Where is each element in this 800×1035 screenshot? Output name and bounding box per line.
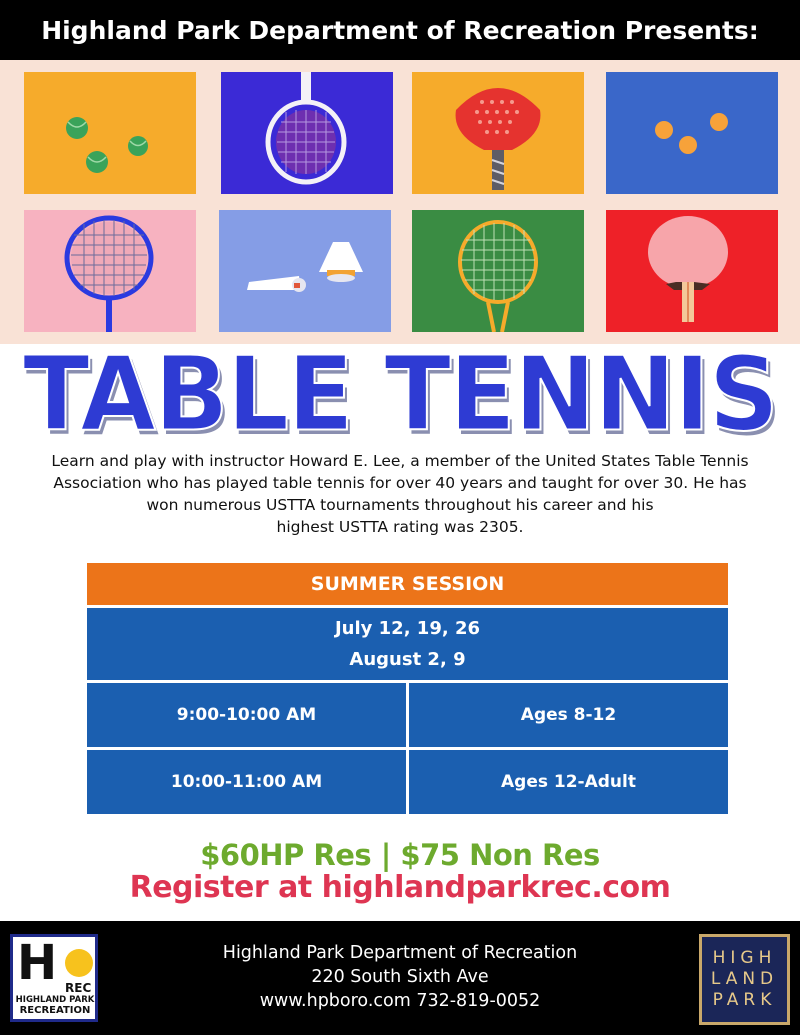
schedule-row xyxy=(87,683,728,747)
shuttlecocks-tile xyxy=(219,210,391,332)
footer-contact xyxy=(150,941,650,1013)
padel-racket-icon xyxy=(412,72,584,194)
tennis-racket-green-icon xyxy=(412,210,584,332)
description-line: won numerous USTTA tournaments throughout his career and his xyxy=(146,496,654,514)
dates-line: July 12, 19, 26 xyxy=(334,618,481,639)
hp-logo-sub: HIGHLAND PARK xyxy=(15,995,95,1005)
park-logo-line: LAND xyxy=(710,969,779,989)
hp-recreation-logo xyxy=(10,934,98,1022)
description-line: highest USTTA rating was 2305. xyxy=(276,518,524,536)
time-cell: 9:00-10:00 AM xyxy=(87,683,406,747)
page-headline xyxy=(0,334,800,455)
ages-cell: Ages 12-Adult xyxy=(409,750,728,814)
dates-line: August 2, 9 xyxy=(349,649,466,670)
sports-illustration-grid xyxy=(0,60,800,344)
highland-park-logo xyxy=(699,934,790,1025)
time-cell: 10:00-11:00 AM xyxy=(87,750,406,814)
banner-title: Highland Park Department of Recreation Presents: xyxy=(41,15,759,45)
description-line: Association who has played table tennis for over 40 years and taught for over 30. He has xyxy=(53,474,747,492)
ping-pong-balls-icon xyxy=(606,72,778,194)
smiley-icon xyxy=(65,949,93,977)
schedule-row xyxy=(87,750,728,814)
tennis-balls-tile xyxy=(24,72,196,194)
tennis-balls-icon xyxy=(24,72,196,194)
footer xyxy=(0,921,800,1035)
tennis-racket-icon xyxy=(221,72,393,194)
ping-pong-balls-tile xyxy=(606,72,778,194)
description-line: Learn and play with instructor Howard E. Lee, a member of the United States Table Tennis xyxy=(51,452,749,470)
tennis-racket-green-tile xyxy=(412,210,584,332)
register-link[interactable]: Register at highlandparkrec.com xyxy=(129,870,671,905)
session-dates xyxy=(87,608,728,680)
instructor-description xyxy=(10,450,790,538)
headline-text: TABLE TENNIS xyxy=(22,334,778,455)
price-text: $60HP Res | $75 Non Res xyxy=(200,838,600,872)
footer-address: 220 South Sixth Ave xyxy=(311,967,489,987)
footer-org: Highland Park Department of Recreation xyxy=(222,943,578,963)
top-banner xyxy=(0,0,800,60)
ages-cell: Ages 8-12 xyxy=(409,683,728,747)
hp-logo-rec: REC xyxy=(65,981,92,995)
badminton-racket-icon xyxy=(24,210,196,332)
hp-logo-sub: RECREATION xyxy=(19,1005,91,1016)
ping-pong-paddle-icon xyxy=(606,210,778,332)
schedule-table xyxy=(87,563,728,814)
park-logo-line: HIGH xyxy=(712,948,777,968)
tennis-racket-tile xyxy=(221,72,393,194)
footer-contact-line: www.hpboro.com 732-819-0052 xyxy=(259,991,541,1011)
ping-pong-paddle-tile xyxy=(606,210,778,332)
session-header: SUMMER SESSION xyxy=(87,563,728,605)
park-logo-line: PARK xyxy=(712,990,777,1010)
padel-racket-tile xyxy=(412,72,584,194)
shuttlecock-icon xyxy=(219,210,391,332)
badminton-racket-tile xyxy=(24,210,196,332)
hp-logo-letter: H xyxy=(17,935,58,991)
